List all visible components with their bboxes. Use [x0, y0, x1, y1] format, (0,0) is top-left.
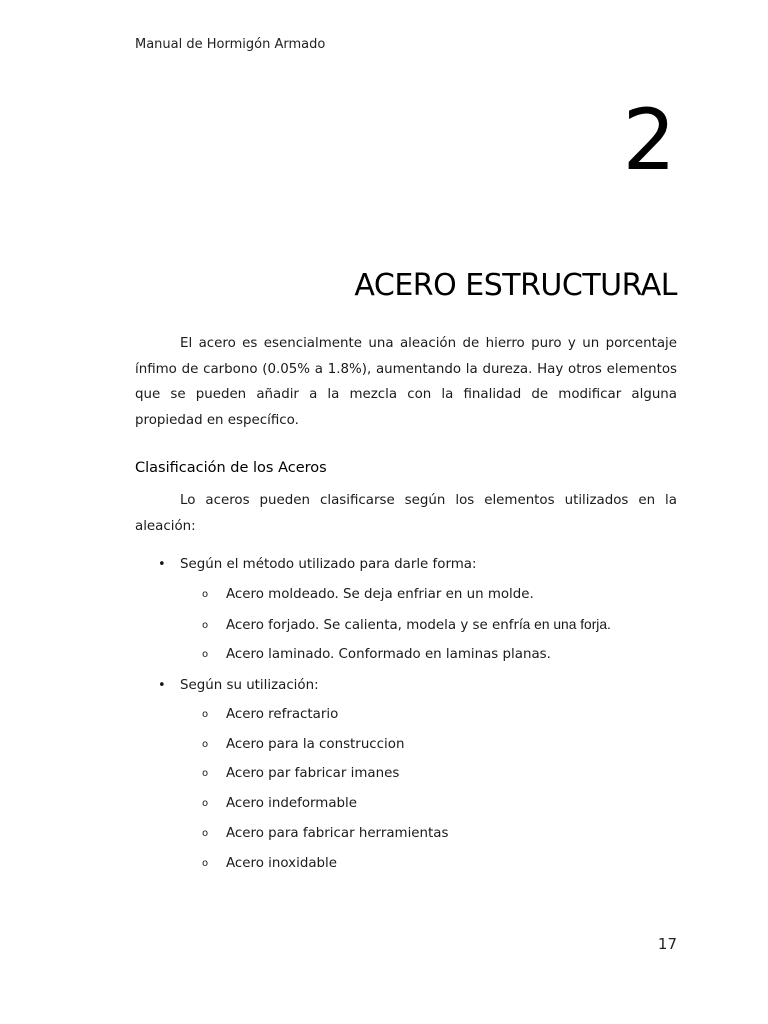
- sub-marker: o: [202, 858, 209, 869]
- sub-marker: o: [202, 768, 209, 779]
- page-number: 17: [657, 935, 677, 953]
- list-item: [202, 824, 448, 844]
- bullet-marker: •: [158, 557, 166, 572]
- sub-marker: o: [202, 620, 209, 631]
- list-item-text: Acero indeformable: [226, 796, 358, 811]
- list-item: [202, 615, 611, 635]
- list-item-text: Acero refractario: [226, 707, 339, 722]
- sub-marker: o: [202, 828, 209, 839]
- list-item: [202, 854, 337, 874]
- list-item-text: Acero para la construccion: [226, 737, 405, 752]
- section-heading: Clasificación de los Aceros: [135, 460, 327, 476]
- intro-paragraph: El acero es esencialmente una aleación de hierro puro y un porcentaje ínfimo de carbono (0.05% a 1.8%), aumentando la dureza. Hay otros elementos que se pueden añadir a la mezcla con la finalidad de modificar alguna propiedad en específico.: [135, 336, 677, 428]
- section-paragraph: Lo aceros pueden clasificarse según los elementos utilizados en la aleación:: [135, 493, 677, 534]
- list-item: [202, 735, 404, 755]
- list-item-text-tail: a en una forja.: [522, 617, 611, 632]
- list-item-text: Acero moldeado. Se deja enfriar en un molde.: [226, 587, 534, 602]
- list-item-text: Acero forjado. Se calienta, modela y se enfrí: [226, 618, 523, 633]
- list-item: [202, 585, 534, 605]
- sub-marker: o: [202, 649, 209, 660]
- sub-marker: o: [202, 798, 209, 809]
- sub-marker: o: [202, 739, 209, 750]
- list-bullet-usage: [158, 676, 319, 696]
- bullet-marker: •: [158, 678, 166, 693]
- list-item-text: Acero par fabricar imanes: [226, 766, 400, 781]
- sub-marker: o: [202, 589, 209, 600]
- bullet-label: Según su utilización:: [180, 678, 319, 693]
- chapter-number: 2: [622, 91, 676, 189]
- running-header: Manual de Hormigón Armado: [135, 37, 326, 52]
- list-item: [202, 645, 551, 665]
- list-item-text: Acero para fabricar herramientas: [226, 826, 449, 841]
- chapter-title: ACERO ESTRUCTURAL: [354, 268, 677, 303]
- list-item: [202, 764, 399, 784]
- list-item-text: Acero laminado. Conformado en laminas planas.: [226, 647, 551, 662]
- sub-marker: o: [202, 709, 209, 720]
- list-item-text: Acero inoxidable: [226, 856, 337, 871]
- bullet-label: Según el método utilizado para darle forma:: [180, 557, 477, 572]
- list-item: [202, 794, 357, 814]
- list-bullet-method: [158, 555, 476, 575]
- list-item: [202, 705, 338, 725]
